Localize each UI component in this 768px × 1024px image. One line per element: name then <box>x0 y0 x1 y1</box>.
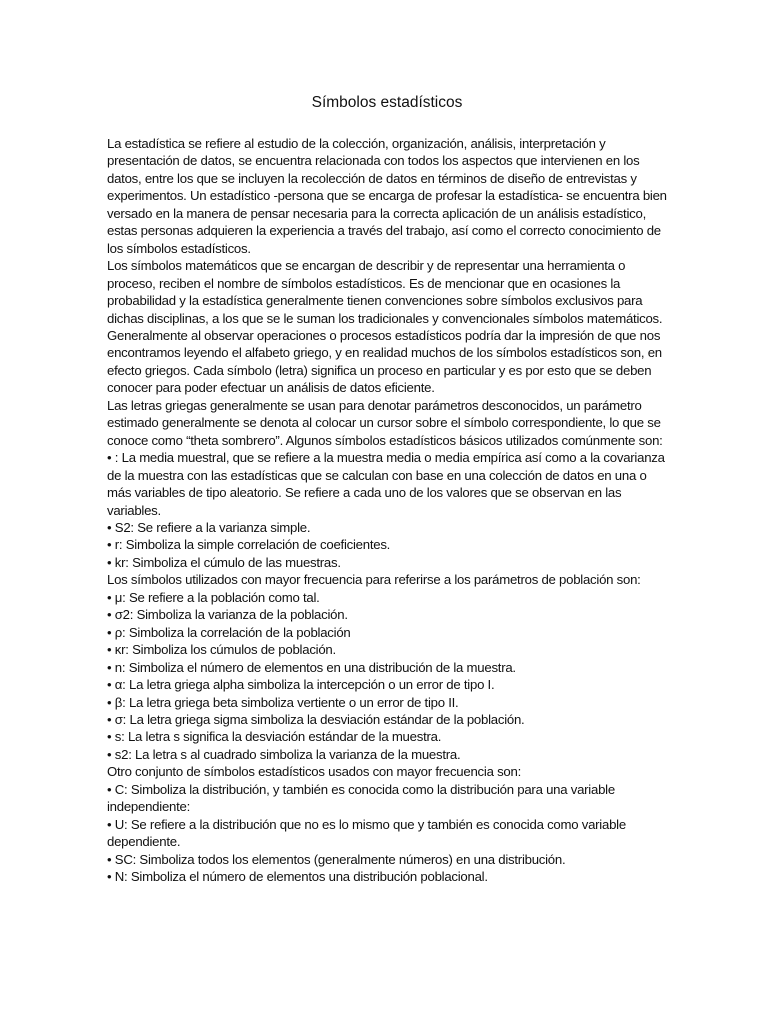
population-intro: Los símbolos utilizados con mayor frecuencia para referirse a los parámetros de población son: <box>107 572 641 588</box>
list-item: • r: Simboliza la simple correlación de coeficientes. <box>107 537 391 553</box>
list-item: • μ: Se refiere a la población como tal. <box>107 589 320 605</box>
list-item: • n: Simboliza el número de elementos en una distribución de la muestra. <box>107 659 516 675</box>
list-item: • SC: Simboliza todos los elementos (generalmente números) en una distribución. <box>107 851 566 867</box>
list-item: • κr: Simboliza los cúmulos de población. <box>107 642 336 658</box>
population-symbols-list <box>107 589 667 764</box>
greek-letters-paragraph: Las letras griegas generalmente se usan para denotar parámetros desconocidos, un parámetro estimado generalmente se denota al colocar un cursor sobre el símbolo correspondiente, lo que se conoce como “theta sombrero”. Algunos símbolos estadísticos básicos utilizados comúnmente son: <box>107 397 663 448</box>
other-symbols-intro: Otro conjunto de símbolos estadísticos usados con mayor frecuencia son: <box>107 764 521 780</box>
symbols-paragraph: Los símbolos matemáticos que se encargan de describir y de representar una herramienta o proceso, reciben el nombre de símbolos estadísticos. Es de mencionar que en ocasiones la probabilidad y la estadística generalmente tienen convenciones sobre símbolos exclusivos para dichas disciplinas, a los que se le suman los tradicionales y convencionales símbolos matemáticos. Generalmente al observar operaciones o procesos estadísticos podría dar la impresión de que nos encontramos leyendo el alfabeto griego, y en realidad muchos de los símbolos estadísticos son, en efecto griegos. Cada símbolo (letra) significa un proceso en particular y es por esto que se deben conocer para poder efectuar un análisis de datos eficiente. <box>107 258 663 396</box>
list-item: • S2: Se refiere a la varianza simple. <box>107 519 311 535</box>
list-item: • β: La letra griega beta simboliza vertiente o un error de tipo II. <box>107 694 459 710</box>
list-item: • ρ: Simboliza la correlación de la población <box>107 624 351 640</box>
list-item: • α: La letra griega alpha simboliza la intercepción o un error de tipo I. <box>107 677 495 693</box>
document-page <box>107 94 667 885</box>
list-item: • σ2: Simboliza la varianza de la población. <box>107 607 348 623</box>
list-item: • U: Se refiere a la distribución que no es lo mismo que y también es conocida como variable dependiente. <box>107 816 626 850</box>
list-item: • s2: La letra s al cuadrado simboliza la varianza de la muestra. <box>107 746 461 762</box>
list-item: • N: Simboliza el número de elementos una distribución poblacional. <box>107 869 488 885</box>
list-item: • σ: La letra griega sigma simboliza la desviación estándar de la población. <box>107 711 525 727</box>
sample-symbols-list <box>107 449 667 571</box>
list-item: • C: Simboliza la distribución, y también es conocida como la distribución para una variable independiente: <box>107 781 615 815</box>
document-title: Símbolos estadísticos <box>311 94 463 111</box>
list-item: • kr: Simboliza el cúmulo de las muestras. <box>107 554 341 570</box>
other-symbols-list <box>107 781 667 886</box>
list-item: • s: La letra s significa la desviación estándar de la muestra. <box>107 729 442 745</box>
list-item: • : La media muestral, que se refiere a la muestra media o media empírica así como a la covarianza de la muestra con las estadísticas que se calculan con base en una colección de datos en una o más variables de tipo aleatorio. Se refiere a cada uno de los valores que se observan en las variables. <box>107 450 665 518</box>
intro-paragraph: La estadística se refiere al estudio de la colección, organización, análisis, interpretación y presentación de datos, se encuentra relacionada con todos los aspectos que intervienen en los datos, entre los que se incluyen la recolección de datos en términos de diseño de entrevistas y experimentos. Un estadístico -persona que se encarga de profesar la estadística- se encuentra bien versado en la manera de pensar necesaria para la correcta aplicación de un análisis estadístico, estas personas adquieren la experiencia a través del trabajo, así como el correcto conocimiento de los símbolos estadísticos. <box>107 136 667 256</box>
